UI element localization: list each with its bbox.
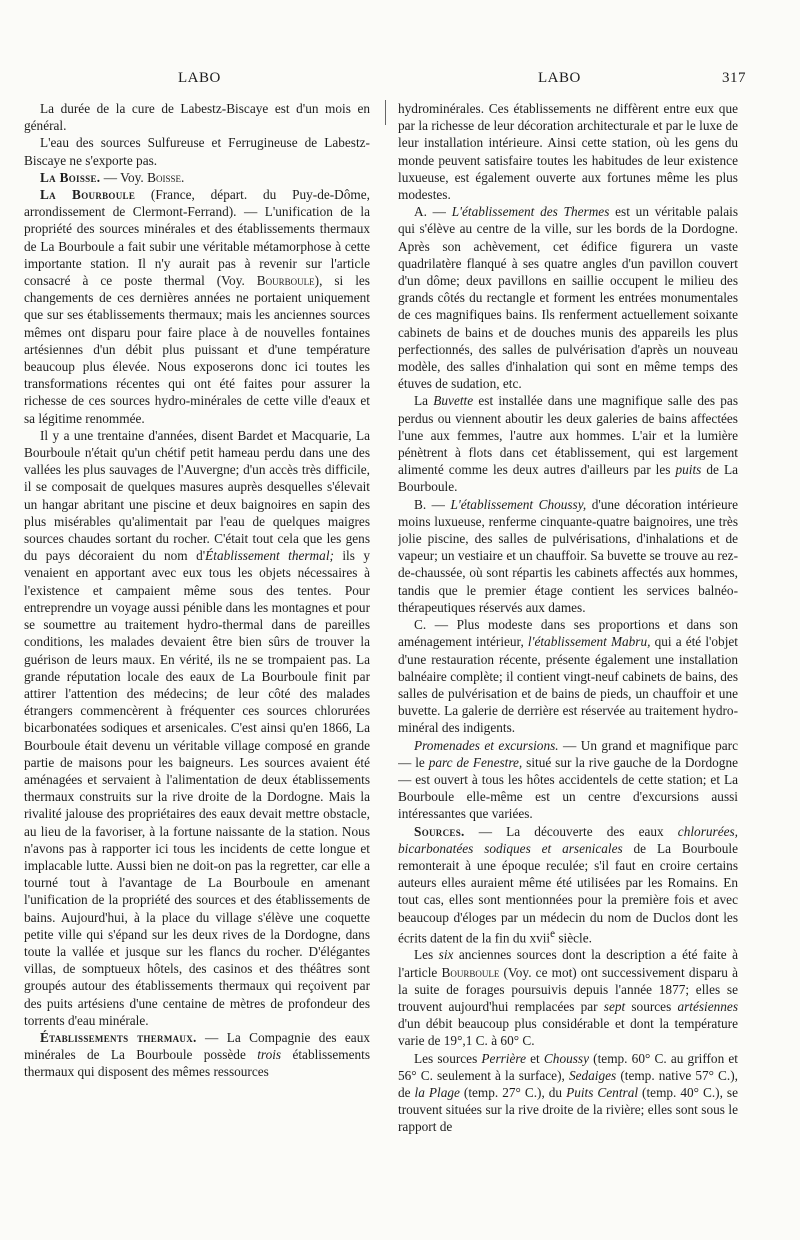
column-divider: [385, 100, 386, 125]
paragraph-temperatures: Les sources Perrière et Choussy (temp. 60° C. au griffon et 56° C. seulement à la surface), Sedaiges (temp. native 57° C.), de la Plage (temp. 27° C.), du Puits Central (temp. 40° C.), se trouvent situées sur la rive droite de la rivière; elles sont sous le rapport de: [398, 1050, 738, 1135]
running-header: [0, 70, 800, 92]
cross-reference: Boisse.: [147, 169, 185, 185]
paragraph: L'eau des sources Sulfureuse et Ferrugineuse de Labestz-Biscaye ne s'exporte pas.: [24, 135, 370, 168]
section-heading: Établissements thermaux.: [40, 1029, 197, 1045]
paragraph-buvette: La Buvette est installée dans une magnifique salle des pas perdus ou viennent aboutir les deux galeries de bains affectées l'une aux femmes, l'autre aux hommes. L'air et la lumière pénètrent à flots dans cet établissement, qui est largement alimenté comme les deux autres d'ailleurs par les puits de La Bourboule.: [398, 393, 738, 495]
section-heading: Promenades et excursions.: [414, 737, 559, 753]
cross-reference: Bourboule: [256, 273, 315, 289]
paragraph-mabru: C. — Plus modeste dans ses proportions et dans son aménagement intérieur, l'établissement Mabru, qui a été l'objet d'une restauration récente, présente également une installation balnéaire complète; il contient vingt-neuf cabinets de bains, des salles de pulvérisation et de bains de pieds, un chauffoir et une buvette. La galerie de derrière est réservée au traitement hydro-minéral des indigents.: [398, 617, 738, 736]
entry-heading: La Bourboule: [40, 187, 136, 203]
cross-reference: Bourboule: [441, 964, 500, 980]
paragraph: Il y a une trentaine d'années, disent Bardet et Macquarie, La Bourboule n'était qu'un chétif petit hameau perdu dans une des vallées les plus sauvages de l'Auvergne; d'un accès très difficile, il se composait de quelques masures auprès desquelles s'élevait un hangar abritant une piscine et deux baignoires en sapin des plus misérables qu'alimentait par l'eau de quelques maigres sources chaudes sortant du rocher. C'était tout cela que les gens du pays décoraient du nom d'Établissement thermal; ils y venaient en apportant avec eux tous les objets nécessaires à l'existence et campaient même sous des tentes. Pour entreprendre un voyage aussi pénible dans les montagnes et pour se soumettre au traitement hydro-thermal dans de pareilles conditions, les malades devaient être bien sûrs de trouver la guérison de leurs maux. En vérité, ils ne se trompaient pas. La grande réputation locale des eaux de La Bourboule finit par attirer l'attention des médecins; de leur côté des malades étrangers commencèrent à fréquenter ces sources chlorurées bicarbonatées sodiques et arsenicales. C'est ainsi qu'en 1866, La Bourboule était devenu un véritable village composé en grande partie de maisons pour les baigneurs. Les sources avaient été aménagées et servaient à l'alimentation de deux établissements thermaux construits sur la rive droite de la Dordogne. Mais la rivalité jalouse des propriétaires des eaux devait mettre obstacle, au lieu de la favoriser, à la fortune naissante de la station. Nous n'avons pas à rapporter ici tous les incidents de cette longue et implacable lutte. Aussi bien ne doit-on pas la regretter, car elle a tourné tout à l'avantage de La Bourboule en amenant l'unification de la propriété des sources et des établissements de bains. Aujourd'hui, à la place du village s'élève une coquette petite ville qui s'épand sur les deux rives de la Dordogne, dans toute la vallée et jusque sur les flancs du rocher. D'élégantes villas, de somptueux hôtels, des casinos et des théâtres sont groupés autour des établissements thermaux qui reçoivent par des puits artésiens d'une centaine de mètres de profondeur des torrents d'eau minérale.: [24, 427, 370, 1028]
paragraph-thermes: A. — L'établissement des Thermes est un véritable palais qui s'élève au centre de la ville, sur les bords de la Dordogne. Après son achèvement, cet édifice figurera un vaste quadrilatère flanqué à ses quatre angles d'un pavillon couvert d'un dôme; deux pavillons en saillie occupent le milieu des grands côtés du rectangle et forment les entrées monumentales de ces magnifiques bains. Ils renferment actuellement soixante cabinets de bains et de douches munis des appareils les plus perfectionnés, des salles de pulvérisation d'après un nouveau modèle, des salles d'inhalation qui sont en même temps des étuves de sudation, etc.: [398, 204, 738, 392]
entry-la-boisse: La Boisse. — Voy. Boisse.: [40, 169, 185, 185]
left-column: [24, 100, 370, 1220]
paragraph-choussy: B. — L'établissement Choussy, d'une décoration intérieure moins luxueuse, renferme cinquante-quatre baignoires, une très jolie piscine, des salles de pulvérisations, d'inhalations et de vapeur; un vestiaire et un chauffoir. Sa buvette se trouve au rez-de-chaussée, où sont répartis les cabinets affectés aux hommes, tandis que le premier étage contient les services balnéo-thérapeutiques réservés aux dames.: [398, 496, 738, 615]
entry-la-bourboule: La Bourboule (France, départ. du Puy-de-Dôme, arrondissement de Clermont-Ferrand). — L'unification de la propriété des sources minérales et des établissements thermaux de La Bourboule a fait subir une véritable métamorphose à cette importante station. Il n'y aurait pas à revenir sur l'article consacré à ce poste thermal (Voy. Bourboule), si les changements de ces dernières années ne portaient uniquement que sur ses établissements thermaux; mais les anciennes sources mêmes ont disparu pour faire place à de nouvelles fontaines artésiennes d'un débit plus puissant et d'une température beaucoup plus élevée. Nous exposerons donc ici toutes les transformations récentes qui ont été faites pour assurer la richesse de ces sources hydro-minérales de cette ville d'eaux et sa légitime renommée.: [24, 187, 370, 426]
paragraph-etablissements: Établissements thermaux. — La Compagnie des eaux minérales de La Bourboule possède trois établissements thermaux qui disposent des mêmes ressources: [24, 1029, 370, 1080]
paragraph-six-sources: Les six anciennes sources dont la description a été faite à l'article Bourboule (Voy. ce mot) ont successivement disparu à la suite de forages poursuivis depuis l'année 1877; elles se trouvent aujourd'hui remplacées par sept sources artésiennes d'un débit beaucoup plus considérable et dont la température varie de 19°,1 C. à 60° C.: [398, 947, 738, 1049]
header-left-title: LABO: [178, 70, 221, 86]
paragraph-sources: Sources. — La découverte des eaux chlorurées, bicarbonatées sodiques et arsenicales de La Bourboule remonterait à une époque reculée; s'il faut en croire certains auteurs elles auraient même été utilisées par les Romains. En tout cas, elles sont mentionnées pour la première fois et avec beaucoup d'éloges par un médecin du nom de Duclos dont les écrits datent de la fin du xvii$^e$ siècle.: [398, 823, 738, 946]
paragraph: hydrominérales. Ces établissements ne diffèrent entre eux que par la richesse de leur décoration architecturale et par le luxe de leur installation intérieure. Ainsi cette station, où les gens du monde peuvent satisfaire toutes les habitudes de leur existence luxueuse, est également ouverte aux fortunes même les plus modestes.: [398, 101, 738, 203]
paragraph: La durée de la cure de Labestz-Biscaye est d'un mois en général.: [24, 101, 370, 134]
page-number: 317: [722, 70, 746, 86]
header-right-title: LABO: [538, 70, 581, 86]
paragraph-promenades: Promenades et excursions. — Un grand et magnifique parc — le parc de Fenestre, situé sur la rive gauche de la Dordogne — est ouvert à tous les hôtes accidentels de cette station; et La Bourboule elle-même est un centre d'excursions aussi intéressantes que variées.: [398, 737, 738, 822]
entry-heading: La Boisse.: [40, 169, 101, 185]
section-heading: Sources.: [414, 823, 465, 839]
right-column: [398, 100, 738, 1220]
